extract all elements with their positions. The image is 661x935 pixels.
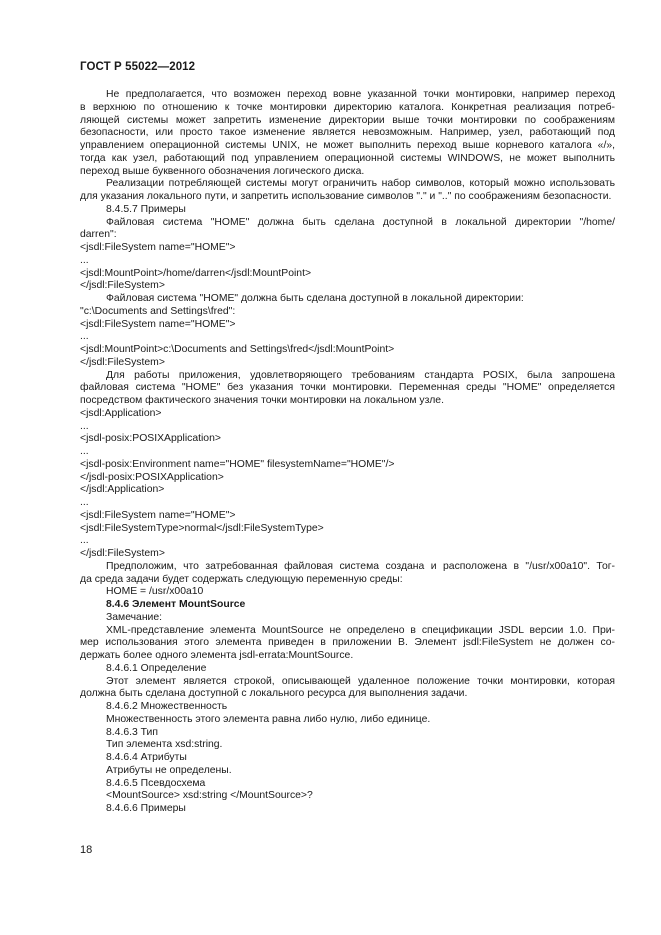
paragraph-posix-example: [80, 370, 615, 408]
code-line: <jsdl:Application>: [80, 407, 162, 419]
text-line: мер использования этого элемента приведен в приложении В. Элемент jsdl:FileSystem не должен со-: [80, 637, 615, 649]
text-line: Файловая система "HOME" должна быть сделана доступной в локальной директории:: [106, 293, 524, 304]
page-number: 18: [80, 844, 93, 856]
paragraph-mount-point-limits: [80, 89, 615, 178]
section-heading-8-4-6: 8.4.6 Элемент MountSource: [106, 599, 246, 610]
text-line: Реализации потребляющей системы могут ограничить набор символов, который можно использовать: [106, 178, 615, 190]
text-line: Не предполагается, что возможен переход вовне указанной точки монтировки, например переход: [106, 89, 615, 100]
code-line: </jsdl:FileSystem>: [80, 280, 165, 292]
code-example-3: [80, 408, 615, 561]
code-line: </jsdl:FileSystem>: [80, 548, 165, 559]
text-line: должна быть сделана доступной с локального ресурса для выполнения задачи.: [80, 688, 468, 700]
code-example-2: [80, 306, 615, 370]
text-line: Атрибуты не определены.: [106, 764, 232, 776]
text-line: посредством фактического значения точки монтировки на локальном узле.: [80, 395, 444, 406]
text-line: Множественность этого элемента равна либо нулю, либо единице.: [106, 713, 431, 725]
page-body: [80, 89, 615, 816]
paragraph-character-restrictions: [80, 178, 615, 204]
section-heading-8-4-6-2: 8.4.6.2 Множественность: [106, 701, 228, 712]
text-line: Предположим, что затребованная файловая система создана и расположена в "/usr/x00a10". Тог-: [106, 560, 615, 572]
code-line: <jsdl:FileSystem name="HOME">: [80, 509, 236, 521]
code-line: <jsdl-posix:POSIXApplication>: [80, 433, 221, 445]
env-variable-line: HOME = /usr/x00a10: [106, 586, 204, 598]
text-line: безопасности, или просто такое изменение является невозможным. Например, узел, работающий под: [80, 127, 615, 139]
text-line: держать более одного элемента jsdl-errata:MountSource.: [80, 650, 354, 661]
code-line: <jsdl-posix:Environment name="HOME" filesystemName="HOME"/>: [80, 458, 395, 470]
section-heading-8-4-6-6: 8.4.6.6 Примеры: [106, 803, 186, 814]
text-line: Этот элемент является строкой, описывающей удаленное положение точки монтировки, которая: [106, 675, 615, 687]
code-line: <jsdl:FileSystemType>normal</jsdl:FileSystemType>: [80, 522, 324, 534]
section-heading-8-4-6-5: 8.4.6.5 Псевдосхема: [106, 777, 206, 789]
code-line: <jsdl:FileSystem name="HOME">: [80, 318, 236, 330]
code-line: </jsdl-posix:POSIXApplication>: [80, 471, 224, 483]
section-heading-8-4-6-3: 8.4.6.3 Тип: [106, 726, 158, 738]
code-line: <jsdl:MountPoint>/home/darren</jsdl:MountPoint>: [80, 267, 312, 279]
code-line: <jsdl:FileSystem name="HOME">: [80, 242, 236, 253]
text-line: ляющей системы может запретить изменение директории выше точки монтировки по соображениям: [80, 114, 615, 126]
code-line: ...: [80, 535, 89, 547]
code-line: </jsdl:Application>: [80, 484, 165, 496]
section-heading-8-4-6-1: 8.4.6.1 Определение: [106, 662, 207, 674]
pseudo-schema-line: <MountSource> xsd:string </MountSource>?: [106, 790, 313, 802]
code-line: "c:\Documents and Settings\fred":: [80, 305, 236, 317]
paragraph-remark: [80, 625, 615, 663]
text-line: в верхнюю по отношению к точке монтировки директорию каталога. Конкретная реализация потреб-: [80, 101, 615, 113]
text-line: да среда задачи будет содержать следующую переменную среды:: [80, 573, 403, 585]
code-line: ...: [80, 331, 89, 343]
text-line: для указания локального пути, и запретить использование символов "." и ".." по соображениям безопасности.: [80, 191, 612, 202]
text-line: файловая система "HOME" без указания точки монтировки. Переменная среды "HOME" определяется: [80, 382, 615, 394]
text-line: Для работы приложения, удовлетворяющего требованиям стандарта POSIX, была запрошена: [106, 369, 615, 381]
paragraph-env-note: [80, 561, 615, 587]
text-line: XML-представление элемента MountSource не определено в спецификации JSDL версии 1.0. При-: [106, 624, 615, 636]
code-example-1: [80, 242, 615, 293]
text-line: Файловая система "HOME" должна быть сделана доступной в локальной директории "/home/: [106, 216, 615, 228]
code-line: ...: [80, 497, 89, 508]
code-line: ...: [80, 420, 89, 432]
text-line: darren":: [80, 229, 117, 241]
code-line: <jsdl:MountPoint>c:\Documents and Settings\fred</jsdl:MountPoint>: [80, 344, 395, 355]
code-line: </jsdl:FileSystem>: [80, 356, 165, 368]
paragraph-definition: [80, 676, 615, 702]
text-line: Тип элемента xsd:string.: [106, 739, 223, 751]
section-heading-8-4-6-4: 8.4.6.4 Атрибуты: [106, 752, 187, 763]
code-line: ...: [80, 446, 89, 457]
text-line: тогда как узел, работающий под управлением операционной системы WINDOWS, не может выполнить: [80, 152, 615, 164]
text-line: переход выше буквенного обозначения логического диска.: [80, 165, 365, 177]
code-line: ...: [80, 254, 89, 266]
running-header: ГОСТ Р 55022—2012: [80, 61, 196, 73]
remark-label: Замечание:: [106, 611, 163, 623]
section-heading-8-4-5-7: 8.4.5.7 Примеры: [106, 203, 186, 215]
text-line: управлением операционной системы UNIX, не может выполнить переход выше корневого каталога «/»,: [80, 140, 615, 151]
